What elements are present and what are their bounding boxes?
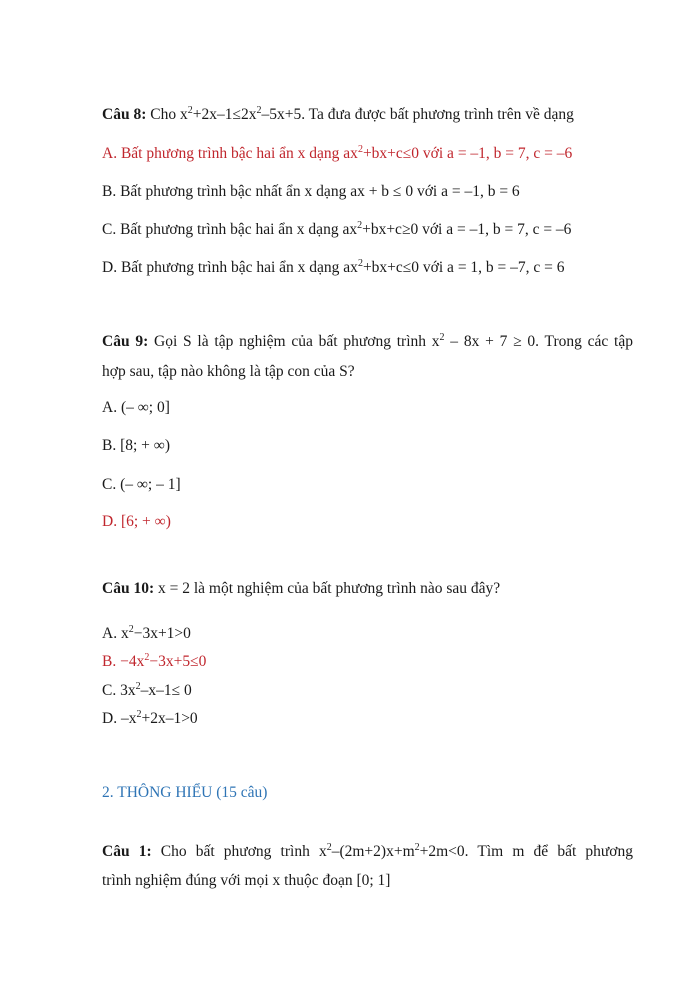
q8-option-c: C. Bất phương trình bậc hai ẩn x dạng $ax^2+bx+c\ge 0$ với a = –1, b = 7, c = –6 <box>102 220 572 238</box>
q9-option-d: D. [6; + ∞) <box>102 513 171 530</box>
q9-stem-line2: hợp sau, tập nào không là tập con của S? <box>102 363 355 380</box>
q10-stem: Câu 10: x = 2 là một nghiệm của bất phương trình nào sau đây? <box>102 580 501 597</box>
q1-stem-line1: Câu 1: Cho bất phương trình $x^2-(2m+2)x+m^2+2m<0$. Tìm m để bất phương <box>102 842 633 860</box>
q9-option-c: C. (– ∞; – 1] <box>102 476 181 493</box>
q9-option-a: A. (– ∞; 0] <box>102 399 170 416</box>
q8-label: Câu 8: <box>102 106 147 123</box>
q10-option-b: B. $-4x^2-3x+5\le 0$ <box>102 652 207 670</box>
q10-label: Câu 10: <box>102 580 155 597</box>
q1-stem-line2: trình nghiệm đúng với mọi x thuộc đoạn [0; 1] <box>102 872 391 889</box>
q9-stem-line1: Câu 9: Gọi S là tập nghiệm của bất phương trình $x^2 - 8x + 7 \ge 0$. Trong các tập <box>102 332 633 350</box>
q8-option-a: A. Bất phương trình bậc hai ẩn x dạng $ax^2+bx+c\le 0$ với a = –1, b = 7, c = –6 <box>102 144 573 162</box>
q10-option-c: C. $3x^2-x-1\le 0$ <box>102 681 192 699</box>
q9-label: Câu 9: <box>102 333 149 350</box>
q10-option-d: D. $-x^2+2x-1>0$ <box>102 709 198 727</box>
q10-option-a: A. $x^2-3x+1>0$ <box>102 624 191 642</box>
q8-option-d: D. Bất phương trình bậc hai ẩn x dạng $ax^2+bx+c\le 0$ với a = 1, b = –7, c = 6 <box>102 258 565 276</box>
section-heading: 2. THÔNG HIỂU (15 câu) <box>102 784 268 801</box>
q1-label: Câu 1: <box>102 843 152 860</box>
q8-stem: Câu 8: Cho $x^2+2x-1\le 2x^2-5x+5$. Ta đưa được bất phương trình trên về dạng <box>102 105 574 123</box>
q9-option-b: B. [8; + ∞) <box>102 437 171 454</box>
q8-option-b: B. Bất phương trình bậc nhất ẩn x dạng ax + b ≤ 0 với a = –1, b = 6 <box>102 183 520 200</box>
